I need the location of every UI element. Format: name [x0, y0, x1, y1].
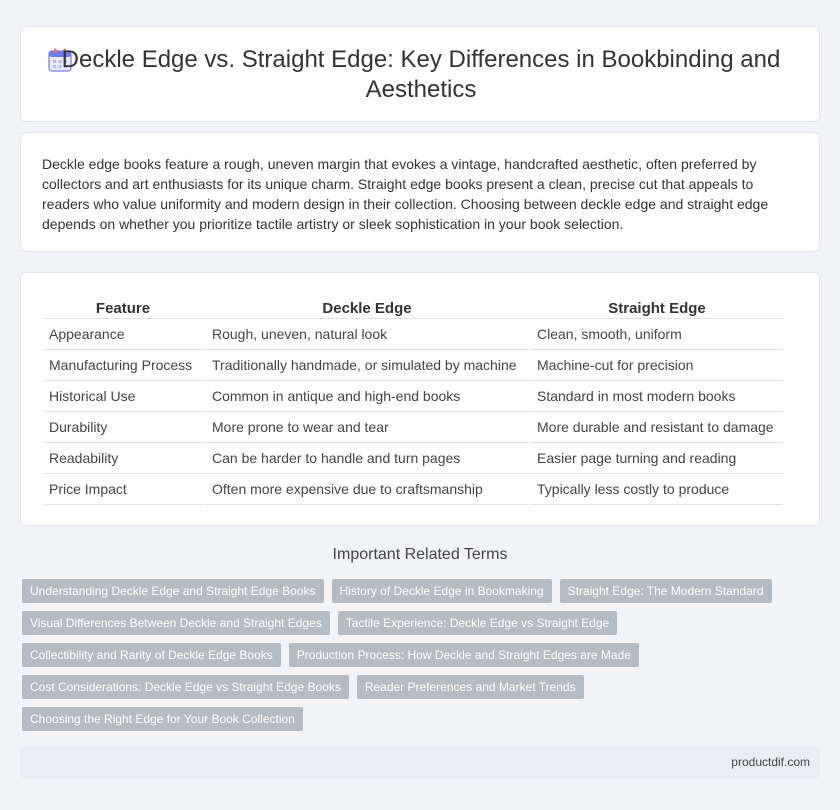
cell-feature: Durability — [43, 412, 203, 443]
table-row — [43, 412, 783, 443]
cell-deckle: Traditionally handmade, or simulated by machine — [203, 350, 528, 381]
cell-deckle: More prone to wear and tear — [203, 412, 528, 443]
related-term-link[interactable]: History of Deckle Edge in Bookmaking — [332, 579, 552, 603]
cell-deckle: Rough, uneven, natural look — [203, 319, 528, 350]
related-terms-title: Important Related Terms — [332, 546, 508, 563]
cell-feature: Appearance — [43, 319, 203, 350]
related-term-link[interactable]: Choosing the Right Edge for Your Book Collection — [22, 707, 303, 731]
table-row — [43, 350, 783, 381]
related-term-link[interactable]: Production Process: How Deckle and Straight Edges are Made — [289, 643, 639, 667]
header-straight-edge: Straight Edge — [528, 299, 783, 319]
cell-feature: Historical Use — [43, 381, 203, 412]
header-card — [20, 26, 820, 122]
related-term-link[interactable]: Collectibility and Rarity of Deckle Edge Books — [22, 643, 281, 667]
cell-deckle: Can be harder to handle and turn pages — [203, 443, 528, 474]
table-row — [43, 443, 783, 474]
table-header-row — [43, 299, 783, 319]
cell-straight: Typically less costly to produce — [528, 474, 783, 505]
cell-feature: Price Impact — [43, 474, 203, 505]
intro-text: Deckle edge books feature a rough, uneven margin that evokes a vintage, handcrafted aesthetic, often preferred by collectors and art enthusiasts for its unique charm. Straight edge books present a clean, precise cut that appeals to readers who value uniformity and modern design in their collection. Choosing between deckle edge and straight edge depends on whether you prioritize tactile artistry or sleek sophistication in your book selection. — [42, 156, 769, 232]
cell-straight: Standard in most modern books — [528, 381, 783, 412]
table-row — [43, 381, 783, 412]
footer — [20, 746, 820, 779]
cell-straight: More durable and resistant to damage — [528, 412, 783, 443]
cell-deckle: Common in antique and high-end books — [203, 381, 528, 412]
cell-straight: Machine-cut for precision — [528, 350, 783, 381]
related-term-link[interactable]: Reader Preferences and Market Trends — [357, 675, 584, 699]
related-term-link[interactable]: Visual Differences Between Deckle and Straight Edges — [22, 611, 330, 635]
cell-feature: Readability — [43, 443, 203, 474]
table-row — [43, 319, 783, 350]
cell-feature: Manufacturing Process — [43, 350, 203, 381]
table-row — [43, 474, 783, 505]
page-title: Deckle Edge vs. Straight Edge: Key Differences in Bookbinding and Aesthetics — [61, 46, 781, 103]
header-deckle-edge: Deckle Edge — [203, 299, 528, 319]
comparison-card — [20, 272, 820, 526]
related-term-link[interactable]: Straight Edge: The Modern Standard — [560, 579, 772, 603]
related-term-link[interactable]: Tactile Experience: Deckle Edge vs Straight Edge — [338, 611, 617, 635]
comparison-table — [43, 299, 783, 505]
cell-straight: Clean, smooth, uniform — [528, 319, 783, 350]
related-terms-list — [22, 579, 812, 739]
header-feature: Feature — [43, 299, 203, 319]
intro-card — [20, 132, 820, 252]
related-term-link[interactable]: Understanding Deckle Edge and Straight Edge Books — [22, 579, 324, 603]
cell-straight: Easier page turning and reading — [528, 443, 783, 474]
related-term-link[interactable]: Cost Considerations: Deckle Edge vs Straight Edge Books — [22, 675, 349, 699]
cell-deckle: Often more expensive due to craftsmanship — [203, 474, 528, 505]
footer-site-link[interactable]: productdif.com — [731, 755, 810, 769]
